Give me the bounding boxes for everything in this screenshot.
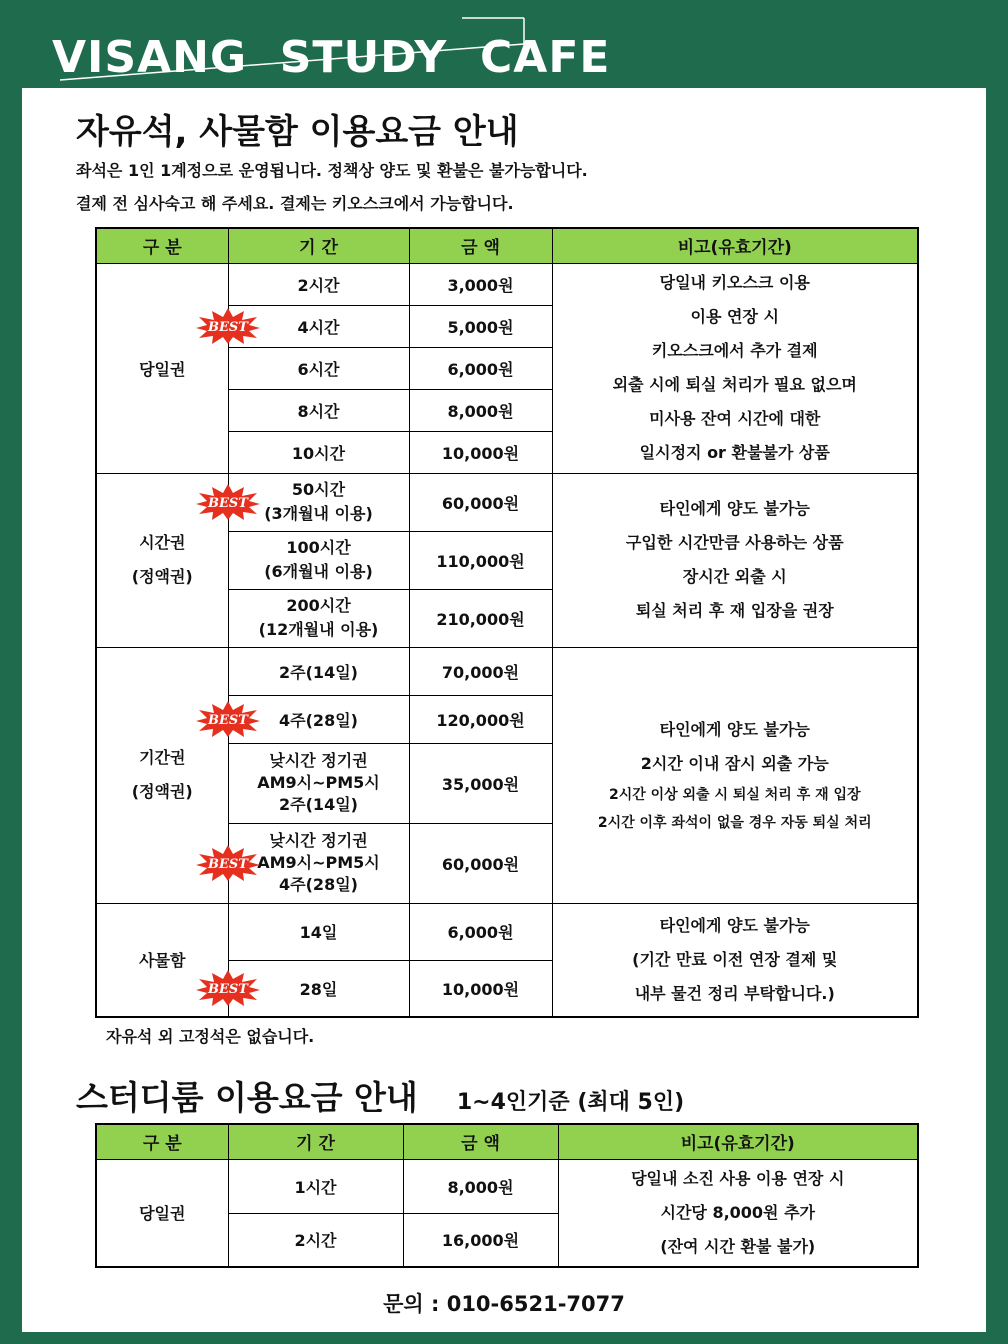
period-label: 200시간 [286, 596, 351, 615]
category-room-day-pass: 당일권 [96, 1159, 228, 1267]
category-sublabel: (정액권) [131, 782, 193, 801]
header-category: 구 분 [96, 228, 228, 263]
price-cell: 10,000원 [409, 431, 552, 473]
period-cell: 14일 [228, 903, 409, 960]
best-badge-label: BEST [207, 320, 248, 335]
header-period: 기 간 [228, 228, 409, 263]
period-label: 100시간 [286, 538, 351, 557]
period-label: 28일 [299, 979, 338, 999]
period-line: AM9시~PM5시 [257, 773, 380, 792]
header-period: 기 간 [228, 1124, 403, 1159]
price-cell: 210,000원 [409, 589, 552, 647]
period-sublabel: (6개월내 이용) [264, 562, 373, 581]
table-row [96, 473, 918, 531]
best-badge-icon [195, 844, 261, 882]
contact-info: 문의 : 010-6521-7077 [383, 1292, 625, 1316]
best-badge-icon [195, 307, 261, 345]
period-label: 4주(28일) [279, 710, 358, 730]
room-fee-table [95, 1123, 919, 1268]
remark-day-pass [552, 263, 918, 473]
best-badge-label: BEST [207, 496, 248, 511]
period-cell [207, 473, 409, 531]
period-cell: 8시간 [228, 389, 409, 431]
best-badge-icon [195, 700, 261, 738]
remark-line: 퇴실 처리 후 재 입장을 권장 [635, 601, 834, 620]
period-line: 4주(28일) [279, 875, 358, 894]
remark-room [558, 1159, 918, 1267]
period-sublabel: (3개월내 이용) [264, 504, 373, 523]
period-cell: 10시간 [228, 431, 409, 473]
remark-line: 타인에게 양도 불가능 [659, 499, 810, 518]
best-badge-label: BEST [207, 857, 248, 872]
header-category: 구 분 [96, 1124, 228, 1159]
period-cell [207, 823, 409, 903]
period-line: 2주(14일) [279, 795, 358, 814]
period-label: 4시간 [297, 317, 340, 337]
seat-fee-table [95, 227, 919, 1018]
remark-line: 구입한 시간만큼 사용하는 상품 [625, 533, 844, 552]
remark-line: 시간당 8,000원 추가 [660, 1202, 815, 1222]
remark-line: 외출 시에 퇴실 처리가 필요 없으며 [612, 375, 857, 394]
remark-line: (잔여 시간 환불 불가) [660, 1236, 816, 1256]
category-label: 시간권 [139, 533, 186, 552]
table-row [96, 263, 918, 305]
remark-locker [552, 903, 918, 1017]
period-line: AM9시~PM5시 [257, 853, 380, 872]
remark-line: 미사용 잔여 시간에 대한 [649, 409, 821, 428]
period-cell [228, 589, 409, 647]
price-cell: 35,000원 [409, 743, 552, 823]
price-cell: 60,000원 [409, 823, 552, 903]
price-cell: 70,000원 [409, 647, 552, 695]
remark-line: 당일내 키오스크 이용 [659, 273, 810, 292]
remark-line: 타인에게 양도 불가능 [659, 720, 810, 739]
price-cell: 8,000원 [403, 1159, 558, 1213]
remark-line: 일시정지 or 환불불가 상품 [639, 443, 830, 462]
price-cell: 10,000원 [409, 960, 552, 1017]
period-line: 낮시간 정기권 [269, 831, 368, 850]
period-cell [228, 531, 409, 589]
remark-line: 당일내 소진 사용 이용 연장 시 [631, 1168, 845, 1188]
remark-line: 키오스크에서 추가 결제 [651, 341, 818, 360]
best-badge-label: BEST [207, 713, 248, 728]
header-remark: 비고(유효기간) [558, 1124, 918, 1159]
policy-note-2: 결제 전 심사숙고 해 주세요. 결제는 키오스크에서 가능합니다. [76, 194, 514, 213]
remark-line: 장시간 외출 시 [682, 567, 787, 586]
remark-line: (기간 만료 이전 연장 결제 및 [632, 949, 838, 969]
category-label: 기간권 [139, 748, 186, 767]
remark-time-pass [552, 473, 918, 647]
period-cell: 2주(14일) [228, 647, 409, 695]
room-section-title: 스터디룸 이용요금 안내 [76, 1078, 418, 1117]
remark-line: 2시간 이내 잠시 외출 가능 [640, 754, 829, 773]
remark-line: 이용 연장 시 [690, 307, 779, 326]
brand-title: VISANG STUDY CAFE [52, 32, 611, 83]
period-cell: 6시간 [228, 347, 409, 389]
price-cell: 6,000원 [409, 903, 552, 960]
remark-line: 2시간 이상 외출 시 퇴실 처리 후 재 입장 [608, 787, 861, 803]
period-cell [207, 960, 409, 1017]
period-cell [228, 743, 409, 823]
price-cell: 5,000원 [409, 305, 552, 347]
best-badge-icon [195, 483, 261, 521]
remark-term-pass [552, 647, 918, 903]
price-cell: 3,000원 [409, 263, 552, 305]
header-remark: 비고(유효기간) [552, 228, 918, 263]
period-label: 50시간 [291, 480, 346, 499]
table-row [96, 903, 918, 960]
period-cell [207, 305, 409, 347]
period-sublabel: (12개월내 이용) [258, 620, 379, 639]
table-row [96, 1159, 918, 1213]
remark-line: 2시간 이후 좌석이 없을 경우 자동 퇴실 처리 [597, 815, 872, 831]
price-cell: 16,000원 [403, 1213, 558, 1267]
category-sublabel: (정액권) [131, 567, 193, 586]
price-cell: 110,000원 [409, 531, 552, 589]
room-section-subtitle: 1~4인기준 (최대 5인) [456, 1090, 685, 1115]
header-price: 금 액 [403, 1124, 558, 1159]
remark-line: 내부 물건 정리 부탁합니다.) [634, 983, 835, 1003]
category-day-pass: 당일권 [96, 263, 228, 473]
price-cell: 6,000원 [409, 347, 552, 389]
price-cell: 120,000원 [409, 695, 552, 743]
period-cell: 2시간 [228, 263, 409, 305]
period-cell [207, 695, 409, 743]
period-cell: 2시간 [228, 1213, 403, 1267]
seat-section-title: 자유석, 사물함 이용요금 안내 [76, 112, 519, 152]
fixed-seat-note: 자유석 외 고정석은 없습니다. [106, 1027, 315, 1046]
price-cell: 8,000원 [409, 389, 552, 431]
room-section-heading [76, 1072, 684, 1119]
best-badge-label: BEST [207, 982, 248, 998]
price-cell: 60,000원 [409, 473, 552, 531]
policy-note-1: 좌석은 1인 1계정으로 운영됩니다. 정책상 양도 및 환불은 불가능합니다. [76, 161, 588, 180]
remark-line: 타인에게 양도 불가능 [659, 915, 810, 935]
table-row [96, 647, 918, 695]
best-badge-icon [195, 969, 261, 1007]
period-cell: 1시간 [228, 1159, 403, 1213]
period-line: 낮시간 정기권 [269, 751, 368, 770]
header-price: 금 액 [409, 228, 552, 263]
category-locker: 사물함 [96, 903, 228, 1017]
